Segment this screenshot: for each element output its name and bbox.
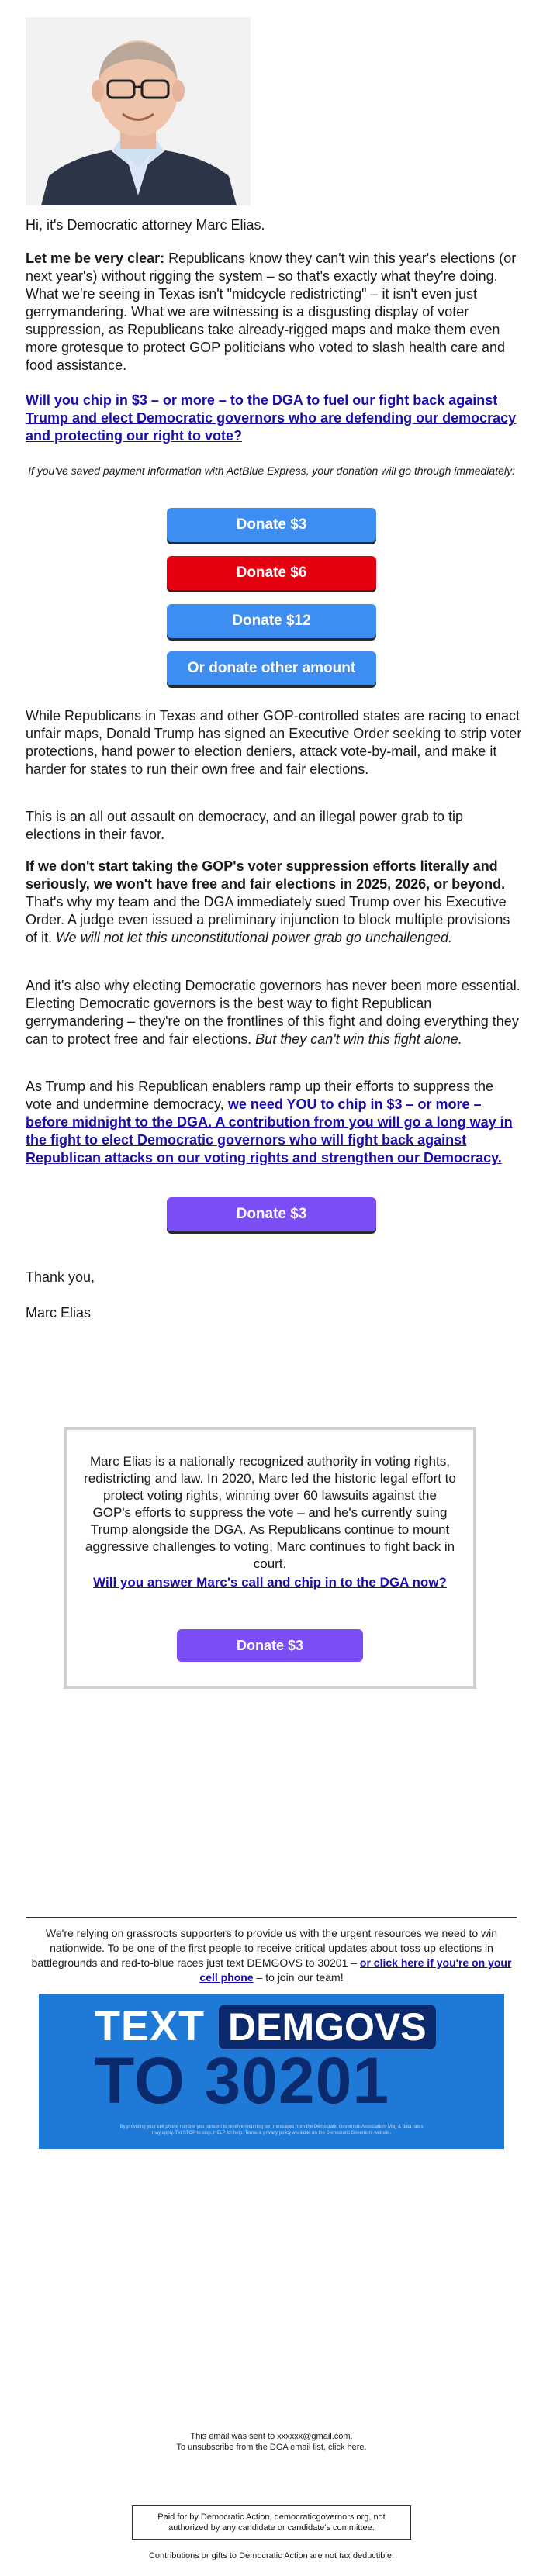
- thanks: Thank you,: [26, 1269, 95, 1285]
- donate-12-button[interactable]: Donate $12: [167, 604, 376, 638]
- donate-3-button[interactable]: Donate $3: [167, 508, 376, 542]
- final-ask-text: As Trump and his Republican enablers ramp up their efforts to suppress the vote and undermine democracy,: [26, 1079, 493, 1112]
- bio-link[interactable]: Will you answer Marc's call and chip in to the DGA now?: [93, 1575, 447, 1590]
- donate-3-purple-button[interactable]: Donate $3: [167, 1197, 376, 1231]
- footer-text-end: – to join our team!: [253, 1971, 344, 1984]
- bio-text: Marc Elias is a nationally recognized authority in voting rights, redistricting and law. In 2020, Marc led the historic legal effort to protect voting rights, winning over 60 lawsuits against the GOP's efforts to suppress the vote – and he's currently suing Trump alongside the DGA. As Republicans continue to mount aggressive challenges to voting, Marc continues to fight back in court.: [84, 1454, 456, 1571]
- email-note: This email was sent to xxxxxx@gmail.com.: [190, 2432, 353, 2441]
- donate-6-button[interactable]: Donate $6: [167, 556, 376, 590]
- intro-paragraph: [26, 250, 521, 375]
- bio-link-paragraph: [82, 1574, 458, 1591]
- paid-for-text: Paid for by Democratic Action, democraticgovernors.org, not authorized by any candidate or candidate's committee.: [157, 2512, 386, 2533]
- bio-box: [64, 1427, 476, 1689]
- signature: Marc Elias: [26, 1305, 92, 1321]
- sms-banner[interactable]: [39, 1994, 504, 2149]
- portrait-illustration: [26, 17, 251, 205]
- footer-divider: [26, 1917, 517, 1918]
- banner-text-word: TEXT: [95, 2003, 206, 2049]
- portrait-photo: [26, 17, 251, 205]
- intro-bold: Let me be very clear:: [26, 250, 165, 266]
- unsubscribe-link[interactable]: To unsubscribe from the DGA email list, click here.: [176, 2443, 367, 2452]
- banner-number: TO 30201: [95, 2044, 390, 2117]
- bio-donate-button[interactable]: Donate $3: [177, 1629, 363, 1662]
- footer-sms-link[interactable]: or click here if you're on your cell phone: [199, 1956, 512, 1984]
- ask-paragraph: [26, 392, 522, 445]
- footer-text: [26, 1926, 517, 1985]
- banner-keyword: DEMGOVS: [219, 2005, 436, 2049]
- paid-for-box: [132, 2505, 411, 2540]
- lawsuit-bold: If we don't start taking the GOP's voter suppression efforts literally and seriously, we won't have free and fair elections in 2025, 2026, or beyond.: [26, 858, 506, 892]
- donate-other-button[interactable]: Or donate other amount: [167, 651, 376, 685]
- paragraph-governors: [26, 977, 522, 1048]
- banner-fine-print: By providing your cell phone number you consent to receive recurring text messages from the Democratic Governors Association. Msg & data rates may apply. Txt STOP to stop, HELP for help. Terms & privacy policy available on the Democratic Governors website.: [119, 2125, 424, 2136]
- lawsuit-text: That's why my team and the DGA immediately sued Trump over his Executive Order. A judge even issued a preliminary injunction to block multiple provisions of it.: [26, 894, 510, 945]
- paragraph-executive-order: While Republicans in Texas and other GOP-controlled states are racing to enact unfair maps, Donald Trump has signed an Executive Order seeking to strip voter protections, hand power to election deniers, attack vote-by-mail, and make it harder for states to run their own free and fair elections.: [26, 708, 522, 777]
- paragraph-lawsuit: [26, 858, 522, 947]
- paragraph-final-ask: [26, 1078, 522, 1167]
- paragraph-assault: This is an all out assault on democracy, and an illegal power grab to tip elections in their favor.: [26, 809, 463, 842]
- tax-disclaimer: Contributions or gifts to Democratic Action are not tax deductible.: [148, 2551, 395, 2560]
- greeting: Hi, it's Democratic attorney Marc Elias.: [26, 217, 265, 233]
- lawsuit-italic: We will not let this unconstitutional power grab go unchallenged.: [56, 930, 452, 945]
- actblue-note: If you've saved payment information with ActBlue Express, your donation will go through immediately:: [28, 464, 515, 477]
- intro-text: Republicans know they can't win this year's elections (or next year's) without rigging the system – so that's exactly what they're doing. What we're seeing in Texas isn't "midcycle redistricting" – it isn't even just gerrymandering. What we are witnessing is a disgusting display of voter suppression, as Republicans take already-rigged maps and make them even more grotesque to protect GOP politicians who voted to slash health care and food assistance.: [26, 250, 517, 373]
- governors-italic: But they can't win this fight alone.: [255, 1031, 462, 1047]
- governors-text: And it's also why electing Democratic governors has never been more essential. Electing Democratic governors is the best way to fight Republican gerrymandering – they're on the frontlines of this fight and doing everything they can to protect free and fair elections.: [26, 978, 521, 1047]
- final-ask-link[interactable]: we need YOU to chip in $3 – or more – before midnight to the DGA. A contribution from you will go a long way in the fight to elect Democratic governors who will fight back against Republican attacks on our voting rights and strengthen our Democracy.: [26, 1096, 513, 1165]
- ask-link[interactable]: Will you chip in $3 – or more – to the DGA to fuel our fight back against Trump and elect Democratic governors who are defending our democracy and protecting our right to vote?: [26, 392, 517, 444]
- footer-text-start: We're relying on grassroots supporters to provide us with the urgent resources we need to win nationwide. To be one of the first people to receive critical updates about toss-up elections in battlegrounds and red-to-blue races just text DEMGOVS to 30201 –: [31, 1927, 498, 1969]
